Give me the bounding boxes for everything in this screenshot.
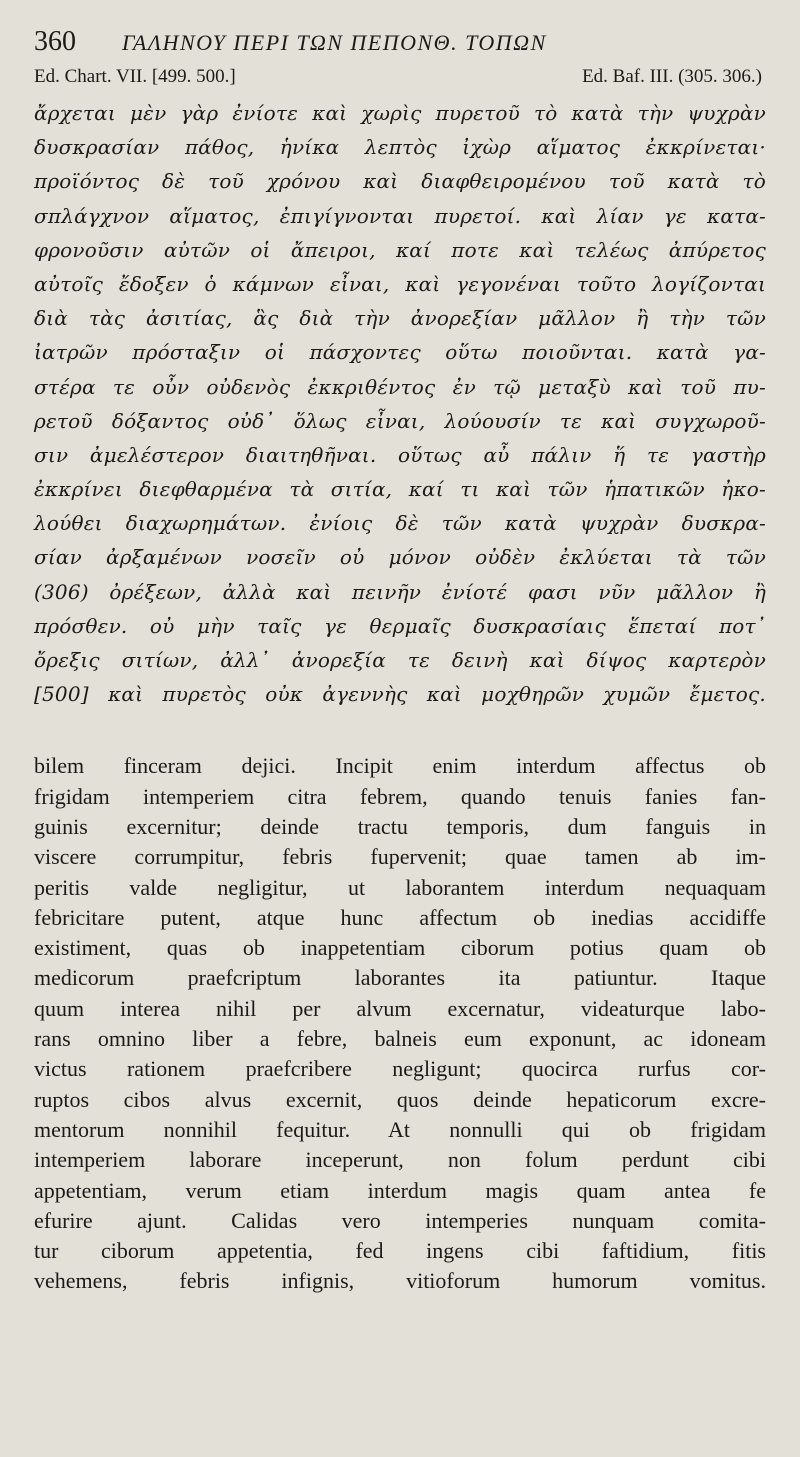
edition-chart-reference: Ed. Chart. VII. [499. 500.] bbox=[34, 66, 236, 87]
latin-line: rans omnino liber a febre, balneis eum exponunt, ac idoneam bbox=[34, 1026, 766, 1052]
latin-line: appetentiam, verum etiam interdum magis quam antea fe bbox=[34, 1177, 766, 1203]
page-number: 360 bbox=[34, 26, 76, 57]
latin-line: frigidam intemperiem citra febrem, quando tenuis fanies fan- bbox=[34, 783, 766, 809]
edition-references bbox=[34, 66, 766, 94]
section-gap bbox=[34, 711, 766, 751]
latin-line: intemperiem laborare inceperunt, non folum perdunt cibi bbox=[34, 1147, 766, 1173]
latin-line: febricitare putent, atque hunc affectum ob inedias accidiffe bbox=[34, 904, 766, 930]
latin-line: ruptos cibos alvus excernit, quos deinde hepaticorum excre- bbox=[34, 1086, 766, 1112]
greek-line: διὰ τὰς ἀσιτίας, ἃς διὰ τὴν ἀνορεξίαν μᾶλλον ἢ τὴν τῶν bbox=[34, 306, 766, 331]
latin-line: quum interea nihil per alvum excernatur, videaturque labo- bbox=[34, 995, 766, 1021]
latin-text-block bbox=[34, 751, 766, 1296]
greek-line: σιν ἀμελέστερον διαιτηθῆναι. οὕτως αὖ πάλιν ἥ τε γαστὴρ bbox=[34, 442, 766, 467]
greek-line: (306) ὀρέξεων, ἀλλὰ καὶ πεινῆν ἐνίοτέ φασι νῦν μᾶλλον ἢ bbox=[34, 579, 766, 604]
greek-line: σπλάγχνον αἵματος, ἐπιγίγνονται πυρετοί. καὶ λίαν γε κατα- bbox=[34, 203, 766, 228]
latin-line: victus rationem praefcribere negligunt; quocirca rurfus cor- bbox=[34, 1056, 766, 1082]
latin-line: existiment, quas ob inappetentiam ciborum potius quam ob bbox=[34, 935, 766, 961]
latin-line: efurire ajunt. Calidas vero intemperies nunquam comita- bbox=[34, 1207, 766, 1233]
edition-bas-reference: Ed. Baf. III. (305. 306.) bbox=[582, 66, 762, 87]
greek-line: ρετοῦ δόξαντος οὐδ᾽ ὅλως εἶναι, λούουσίν τε καὶ συγχωροῦ- bbox=[34, 408, 766, 433]
greek-line: αὐτοῖς ἔδοξεν ὁ κάμνων εἶναι, καὶ γεγονέναι τοῦτο λογίζονται bbox=[34, 271, 766, 296]
latin-line: viscere corrumpitur, febris fupervenit; quae tamen ab im- bbox=[34, 844, 766, 870]
latin-line: mentorum nonnihil fequitur. At nonnulli qui ob frigidam bbox=[34, 1116, 766, 1142]
page-header bbox=[34, 26, 766, 62]
greek-line: φρονοῦσιν αὐτῶν οἱ ἄπειροι, καί ποτε καὶ τελέως ἀπύρετος bbox=[34, 237, 766, 262]
greek-line: [500] καὶ πυρετὸς οὐκ ἀγεννὴς καὶ μοχθηρῶν χυμῶν ἔμετος. bbox=[34, 682, 766, 707]
latin-line: vehemens, febris infignis, vitioforum humorum vomitus. bbox=[34, 1268, 766, 1294]
greek-line: σίαν ἀρξαμένων νοσεῖν οὐ μόνον οὐδὲν ἐκλύεται τὰ τῶν bbox=[34, 545, 766, 570]
latin-line: peritis valde negligitur, ut laborantem interdum nequaquam bbox=[34, 874, 766, 900]
latin-line: bilem finceram dejici. Incipit enim interdum affectus ob bbox=[34, 753, 766, 779]
greek-line: λούθει διαχωρημάτων. ἐνίοις δὲ τῶν κατὰ ψυχρὰν δυσκρα- bbox=[34, 511, 766, 536]
running-head: ΓΑΛΗΝΟΥ ΠΕΡΙ ΤΩΝ ΠΕΠΟΝΘ. ΤΟΠΩΝ bbox=[122, 30, 547, 55]
greek-line: ἰατρῶν πρόσταξιν οἱ πάσχοντες οὕτω ποιοῦνται. κατὰ γα- bbox=[34, 340, 766, 365]
latin-line: guinis excernitur; deinde tractu temporis, dum fanguis in bbox=[34, 813, 766, 839]
latin-line: tur ciborum appetentia, fed ingens cibi faftidium, fitis bbox=[34, 1238, 766, 1264]
greek-text-block bbox=[34, 96, 766, 711]
greek-line: ὄρεξις σιτίων, ἀλλ᾽ ἀνορεξία τε δεινὴ καὶ δίψος καρτερὸν bbox=[34, 648, 766, 672]
greek-line: ἄρχεται μὲν γὰρ ἐνίοτε καὶ χωρὶς πυρετοῦ τὸ κατὰ τὴν ψυχρὰν bbox=[34, 101, 766, 125]
greek-line: δυσκρασίαν πάθος, ἡνίκα λεπτὸς ἰχὼρ αἵματος ἐκκρίνεται· bbox=[34, 135, 766, 160]
greek-line: ἐκκρίνει διεφθαρμένα τὰ σιτία, καί τι καὶ τῶν ἡπατικῶν ἠκο- bbox=[34, 477, 766, 502]
greek-line: πρόσθεν. οὐ μὴν ταῖς γε θερμαῖς δυσκρασίαις ἕπεταί ποτ᾽ bbox=[34, 613, 766, 638]
latin-line: medicorum praefcriptum laborantes ita patiuntur. Itaque bbox=[34, 965, 766, 991]
greek-line: προϊόντος δὲ τοῦ χρόνου καὶ διαφθειρομένου τοῦ κατὰ τὸ bbox=[34, 169, 766, 194]
greek-line: στέρα τε οὖν οὐδενὸς ἐκκριθέντος ἐν τῷ μεταξὺ καὶ τοῦ πυ- bbox=[34, 374, 766, 399]
